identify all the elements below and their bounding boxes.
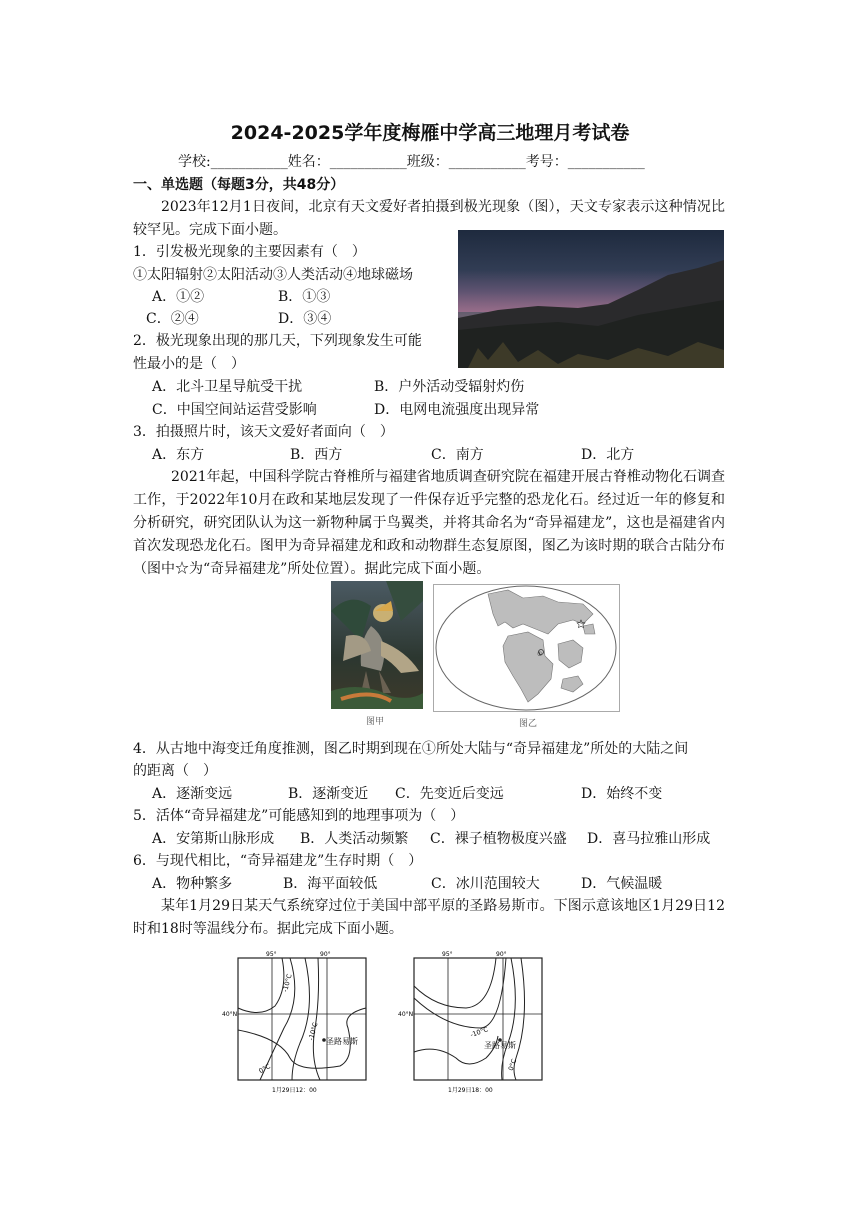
q6-stem: 6．与现代相比，“奇异福建龙”生存时期（ ） (133, 853, 423, 869)
q4-option-b: B．逐渐变近 (288, 786, 369, 802)
q2-option-b: B．户外活动受辐射灼伤 (374, 379, 525, 395)
q2-stem-line1: 2．极光现象出现的那几天，下列现象发生可能 (133, 333, 422, 349)
q3-stem: 3．拍摄照片时，该天文爱好者面向（ ） (133, 424, 394, 440)
q5-option-d: D．喜马拉雅山形成 (587, 831, 711, 847)
figure-a-caption: 图甲 (366, 717, 385, 727)
q3-option-c: C．南方 (431, 447, 484, 463)
figure-b-caption: 图乙 (519, 719, 538, 729)
map2-city-label: 圣路易斯 (484, 1041, 516, 1050)
map2-time: 1月29日18：00 (448, 1087, 493, 1094)
q2-stem-line2: 性最小的是（ ） (133, 356, 245, 372)
map1-lat: 40°N (222, 1011, 238, 1018)
q5-stem: 5．活体“奇异福建龙”可能感知到的地理事项为（ ） (133, 808, 465, 824)
q2-option-a: A．北斗卫星导航受干扰 (152, 379, 303, 395)
q4-stem-line1: 4．从古地中海变迁角度推测，图乙时期到现在①所处大陆与“奇异福建龙”所处的大陆之间 (133, 741, 689, 757)
isotherm-map-1200 (220, 948, 380, 1098)
group2-intro: 2021年起，中国科学院古脊椎所与福建省地质调查研究院在福建开展古脊椎动物化石调查工作，于2022年10月在政和某地层发现了一件保存近乎完整的恐龙化石。经过近一年的修复和分析研究，研究团队认为这一新物种属于鸟翼类，并将其命名为“奇异福建龙”，这也是福建省内首次发现恐龙化石。图甲为奇异福建龙和政和动物群生态复原图，图乙为该时期的联合古陆分布（图中☆为“奇异福建龙”所处位置）。据此完成下面小题。 (133, 469, 725, 577)
q4-option-c: C．先变近后变远 (395, 786, 504, 802)
q1-option-b: B．①③ (278, 289, 331, 305)
group3-intro: 某年1月29日某天气系统穿过位于美国中部平原的圣路易斯市。下图示意该地区1月29日12时和18时等温线分布。据此完成下面小题。 (133, 898, 725, 937)
q1-stem: 1．引发极光现象的主要因素有（ ） (133, 244, 366, 260)
q4-option-d: D．始终不变 (581, 786, 663, 802)
q1-option-a: A．①② (152, 289, 205, 305)
q6-option-c: C．冰川范围较大 (431, 876, 540, 892)
q5-option-a: A．安第斯山脉形成 (152, 831, 275, 847)
fujianvenator-drawing (331, 581, 423, 709)
q4-option-a: A．逐渐变远 (152, 786, 233, 802)
isotherm-map-1800 (396, 948, 556, 1098)
map1-isotherm-b: -10°C (307, 1021, 320, 1042)
aurora-photo (458, 230, 724, 368)
q1-option-c: C．②④ (146, 311, 199, 327)
group1-intro: 2023年12月1日夜间，北京有天文爱好者拍摄到极光现象（图），天文专家表示这种情况比较罕见。完成下面小题。 (133, 199, 725, 238)
map1-isotherm-a: -10°C (281, 973, 294, 993)
map2-lon1: 95° (442, 951, 453, 958)
section-heading: 一、单选题（每题3分，共48分） (133, 177, 345, 193)
q3-option-b: B．西方 (290, 447, 343, 463)
q6-option-b: B．海平面较低 (283, 876, 378, 892)
map2-isotherm-b: 0°C (506, 1057, 519, 1072)
q5-option-c: C．裸子植物极度兴盛 (430, 831, 567, 847)
map1-city-label: 圣路易斯 (326, 1037, 358, 1046)
map1-lon1: 95° (266, 951, 277, 958)
map2-lon2: 90° (496, 951, 507, 958)
svg-text:①: ① (537, 651, 543, 658)
student-info-line: 学校:___________姓名：___________班级：___________考号：___________ (178, 154, 645, 170)
q2-option-d: D．电网电流强度出现异常 (374, 402, 540, 418)
map2-isotherm-a: -10°C (469, 1025, 490, 1040)
q1-option-d: D．③④ (278, 311, 332, 327)
exam-title: 2024-2025学年度梅雁中学高三地理月考试卷 (230, 122, 630, 144)
q3-option-d: D．北方 (581, 447, 635, 463)
map1-time: 1月29日12：00 (272, 1087, 317, 1094)
q4-stem-line2: 的距离（ ） (133, 763, 217, 779)
q3-option-a: A．东方 (152, 447, 205, 463)
q6-option-d: D．气候温暖 (581, 876, 663, 892)
map2-lat: 40°N (398, 1011, 414, 1018)
aurora-photo-drawing (458, 230, 724, 368)
q5-option-b: B．人类活动频繁 (300, 831, 409, 847)
map1-isotherm-c: 0°C (257, 1062, 272, 1076)
q6-option-a: A．物种繁多 (152, 876, 233, 892)
map1-lon2: 90° (320, 951, 331, 958)
q1-items: ①太阳辐射②太阳活动③人类活动④地球磁场 (133, 267, 413, 283)
q2-option-c: C．中国空间站运营受影响 (152, 402, 317, 418)
fujianvenator-illustration (331, 581, 423, 709)
pangaea-map (433, 584, 620, 712)
pangaea-map-drawing (433, 584, 620, 712)
